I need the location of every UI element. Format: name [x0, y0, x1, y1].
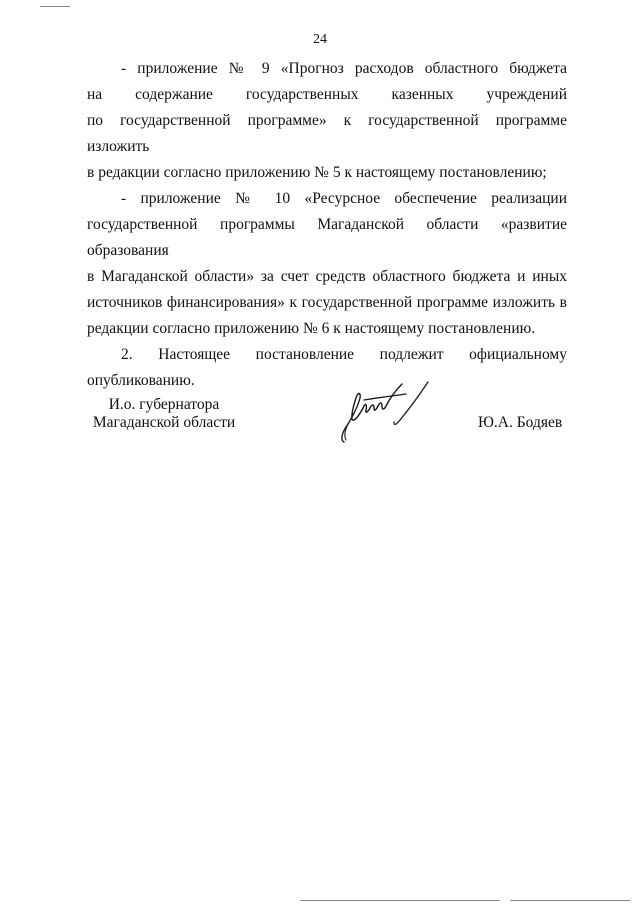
text-line: государственной программы Магаданской области «развитие образования	[87, 216, 567, 259]
text-line: по государственной программе» к государственной программе изложить	[87, 112, 567, 155]
scan-artifact	[40, 6, 70, 7]
text-line: в редакции согласно приложению № 5 к настоящему постановлению;	[87, 164, 547, 181]
signer-title	[84, 396, 244, 432]
text-line: - приложение № 9 «Прогноз расходов областного бюджета	[121, 60, 567, 77]
text-line: 2. Настоящее постановление подлежит официальному	[121, 346, 567, 363]
text-line: источников финансирования» к государственной программе изложить в	[87, 294, 567, 311]
signature-block	[0, 396, 640, 466]
paragraph-appendix-9	[87, 56, 567, 186]
text-line: на содержание государственных казенных учреждений	[87, 86, 567, 103]
signer-title-line: Магаданской области	[92, 414, 236, 431]
signer-title-line: И.о. губернатора	[108, 396, 220, 413]
scan-artifact	[300, 900, 500, 901]
text-line: - приложение № 10 «Ресурсное обеспечение реализации	[121, 190, 567, 207]
scan-artifact	[510, 900, 630, 901]
signer-name: Ю.А. Бодяев	[478, 414, 563, 431]
page-number: 24	[313, 32, 327, 47]
paragraph-publication	[87, 342, 567, 394]
text-line: в Магаданской области» за счет средств областного бюджета и иных	[87, 268, 567, 285]
text-line: опубликованию.	[87, 372, 195, 389]
text-line: редакции согласно приложению № 6 к настоящему постановлению.	[87, 320, 536, 337]
document-body	[87, 56, 567, 394]
paragraph-appendix-10	[87, 186, 567, 342]
handwritten-signature	[336, 380, 436, 446]
